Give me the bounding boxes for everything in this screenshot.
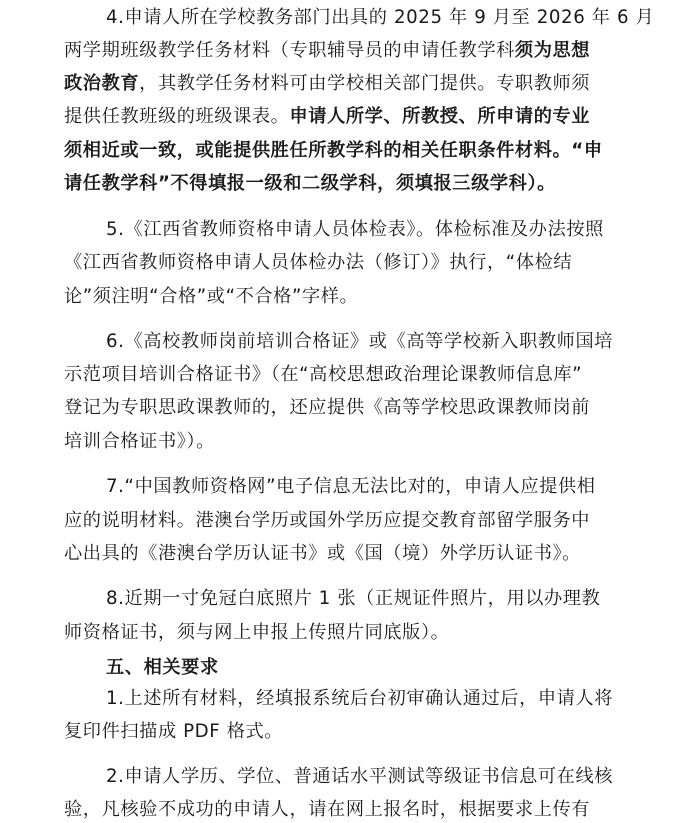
text-line	[106, 218, 604, 242]
text-line	[64, 396, 590, 420]
text: 应的说明材料。港澳台学历或国外学历应提交教育部留学服务中	[64, 510, 591, 531]
text: 2.申请人学历、学位、普通话水平测试等级证书信息可在线核	[106, 766, 614, 787]
text: 复印件扫描成 PDF 格式。	[64, 721, 284, 742]
text: 心出具的《港澳台学历认证书》或《国（境）外学历认证书》。	[64, 543, 581, 564]
bold-text: 申请人所学、所教授、所申请的专业	[289, 106, 591, 127]
text: 《江西省教师资格申请人员体检办法（修订）》执行，“体检结	[64, 252, 573, 273]
text-line	[64, 139, 603, 163]
text-line	[64, 621, 449, 645]
text-line	[64, 285, 358, 309]
text: 5.《江西省教师资格申请人员体检表》。体检标准及办法按照	[106, 219, 604, 240]
text: 验，凡核验不成功的申请人，请在网上报名时，根据要求上传有	[64, 799, 591, 820]
text-line	[106, 687, 613, 711]
text-line	[64, 509, 590, 533]
text: 4.申请人所在学校教务部门出具的 2025 年 9 月至 2026 年 6 月	[106, 7, 655, 28]
bold-text: 政治教育	[64, 73, 140, 94]
text-line	[64, 430, 215, 454]
text-line	[64, 798, 590, 822]
text: 培训合格证书》）。	[64, 431, 215, 452]
text: 论”须注明“合格”或“不合格”字样。	[64, 286, 359, 307]
text: 师资格证书，须与网上申报上传照片同底版）。	[64, 622, 450, 643]
text-line	[106, 656, 219, 680]
text: 两学期班级教学任务材料（专职辅导员的申请任教学科	[64, 40, 515, 61]
text: ，其教学任务材料可由学校相关部门提供。专职教师须	[139, 73, 591, 94]
text-line	[64, 363, 582, 387]
bold-text: 请任教学科”不得填报一级和二级学科，须填报三级学科）。	[64, 173, 556, 194]
text-line	[106, 587, 600, 611]
text: 1.上述所有材料，经填报系统后台初审确认通过后，申请人将	[106, 688, 614, 709]
text: 6.《高校教师岗前培训合格证》或《高等学校新入职教师国培	[106, 331, 614, 352]
text-line	[64, 720, 283, 744]
text-line	[64, 39, 590, 63]
text-line	[106, 765, 613, 789]
text-line	[106, 6, 654, 30]
bold-text: 须相近或一致，或能提供胜任所教学科的相关任职条件材料。“申	[64, 140, 603, 161]
text-line	[106, 330, 613, 354]
bold-text: 须为思想	[514, 40, 591, 61]
text-line	[106, 475, 596, 499]
bold-text: 五、相关要求	[106, 657, 219, 678]
text: 8.近期一寸免冠白底照片 1 张（正规证件照片，用以办理教	[106, 588, 601, 609]
text-line	[64, 251, 572, 275]
text: 示范项目培训合格证书》（在“高校思想政治理论课教师信息库”	[64, 364, 583, 385]
text: 7.“中国教师资格网”电子信息无法比对的，申请人应提供相	[106, 476, 596, 497]
text-line	[64, 105, 590, 129]
text-line	[64, 542, 581, 566]
text-line	[64, 172, 556, 196]
text: 登记为专职思政课教师的，还应提供《高等学校思政课教师岗前	[64, 397, 591, 418]
text-line	[64, 72, 590, 96]
text: 提供任教班级的班级课表。	[64, 106, 290, 127]
